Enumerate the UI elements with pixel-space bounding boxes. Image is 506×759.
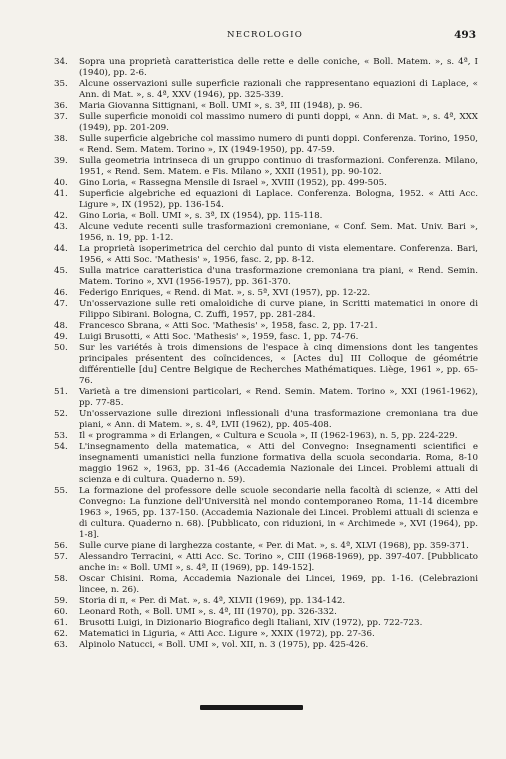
- page-number: 493: [454, 29, 476, 41]
- entry-number: 40.: [54, 178, 68, 188]
- bibliography-entry: [54, 244, 478, 266]
- bibliography-entry: [54, 552, 478, 574]
- entry-text: Alessandro Terracini, « Atti Acc. Sc. Torino », CIII (1968-1969), pp. 397-407. [Pubblicato anche in: « Boll. UMI », s. 4ª, II (1969), pp. 149-152].: [79, 552, 478, 573]
- entry-text: Storia di π, « Per. di Mat. », s. 4ª, XLVII (1969), pp. 134-142.: [79, 596, 346, 606]
- entry-number: 35.: [54, 79, 68, 89]
- entry-number: 41.: [54, 189, 68, 199]
- entry-number: 39.: [54, 156, 68, 166]
- page-header: [54, 30, 476, 44]
- entry-text: Matematici in Liguria, « Atti Acc. Ligure », XXIX (1972), pp. 27-36.: [79, 629, 375, 639]
- entry-number: 52.: [54, 409, 68, 419]
- entry-number: 58.: [54, 574, 68, 584]
- bibliography-entry: [54, 156, 478, 178]
- entry-number: 51.: [54, 387, 68, 397]
- bibliography-entry: [54, 288, 478, 299]
- entry-number: 42.: [54, 211, 68, 221]
- bibliography-entry: [54, 343, 478, 387]
- entry-text: Il « programma » di Erlangen, « Cultura e Scuola », II (1962-1963), n. 5, pp. 224-229.: [79, 431, 458, 441]
- entry-number: 57.: [54, 552, 68, 562]
- entry-number: 34.: [54, 57, 68, 67]
- entry-text: Oscar Chisini. Roma, Accademia Nazionale dei Lincei, 1969, pp. 1-16. (Celebrazioni lincee, n. 26).: [79, 574, 478, 595]
- entry-text: Luigi Brusotti, « Atti Soc. 'Mathesis' », 1959, fasc. 1, pp. 74-76.: [79, 332, 359, 342]
- bibliography-list: [54, 57, 478, 651]
- entry-number: 43.: [54, 222, 68, 232]
- entry-text: Un'osservazione sulle reti omaloidiche di curve piane, in Scritti matematici in onore di Filippo Sibirani. Bologna, C. Zuffi, 1957, pp. 281-284.: [79, 299, 478, 320]
- bibliography-entry: [54, 211, 478, 222]
- entry-number: 46.: [54, 288, 68, 298]
- entry-text: Sulle curve piane di larghezza costante, « Per. di Mat. », s. 4ª, XLVI (1968), pp. 359-371.: [79, 541, 469, 551]
- bibliography-entry: [54, 112, 478, 134]
- entry-number: 60.: [54, 607, 68, 617]
- entry-text: La formazione del professore delle scuole secondarie nella facoltà di scienze, « Atti del Convegno: La funzione dell'Università nel mondo contemporaneo Roma, 11-14 dicembre 1963 », 1965, pp. 137-150. (Accademia Nazionale dei Lincei. Problemi attuali di scienza e di cultura. Quaderno n. 68). [Pubblicato, con riduzioni, in « Archimede », XVI (1964), pp. 1-8].: [79, 486, 478, 540]
- bibliography-entry: [54, 486, 478, 541]
- entry-number: 55.: [54, 486, 68, 496]
- entry-text: Sopra una proprietà caratteristica delle rette e delle coniche, « Boll. Matem. », s. 4ª, I (1940), pp. 2-6.: [79, 57, 478, 78]
- entry-text: Alcune osservazioni sulle superficie razionali che rappresentano equazioni di Laplace, « Ann. di Mat. », s. 4ª, XXV (1946), pp. 325-339.: [79, 79, 478, 100]
- entry-number: 59.: [54, 596, 68, 606]
- entry-number: 61.: [54, 618, 68, 628]
- bibliography-entry: [54, 178, 478, 189]
- entry-text: Superficie algebriche ed equazioni di Laplace. Conferenza. Bologna, 1952. « Atti Acc. Ligure », IX (1952), pp. 136-154.: [79, 189, 478, 210]
- entry-text: Federigo Enriques, « Rend. di Mat. », s. 5ª, XVI (1957), pp. 12-22.: [79, 288, 371, 298]
- bibliography-entry: [54, 640, 478, 651]
- bibliography-entry: [54, 596, 478, 607]
- entry-text: Maria Giovanna Sittignani, « Boll. UMI », s. 3ª, III (1948), p. 96.: [79, 101, 363, 111]
- bibliography-entry: [54, 299, 478, 321]
- bibliography-entry: [54, 629, 478, 640]
- bibliography-entry: [54, 618, 478, 629]
- bibliography-entry: [54, 332, 478, 343]
- entry-number: 37.: [54, 112, 68, 122]
- entry-number: 45.: [54, 266, 68, 276]
- bibliography-entry: [54, 607, 478, 618]
- bibliography-entry: [54, 541, 478, 552]
- entry-number: 36.: [54, 101, 68, 111]
- entry-text: Sulla matrice caratteristica d'una trasformazione cremoniana tra piani, « Rend. Semin. Matem. Torino », XVI (1956-1957), pp. 361-370.: [79, 266, 478, 287]
- bibliography-entry: [54, 79, 478, 101]
- entry-text: Sur les variétés à trois dimensions de l'espace à cinq dimensions dont les tangentes principales présentent des coïncidences, « [Actes du] III Colloque de géométrie différentielle [du] Centre Belgique de Recherches Mathématiques. Liège, 1961 », pp. 65-76.: [79, 343, 478, 386]
- entry-text: Alcune vedute recenti sulle trasformazioni cremoniane, « Conf. Sem. Mat. Univ. Bari », 1956, n. 19, pp. 1-12.: [79, 222, 478, 243]
- entry-text: Brusotti Luigi, in Dizionario Biografico degli Italiani, XIV (1972), pp. 722-723.: [79, 618, 423, 628]
- entry-text: Sulla geometria intrinseca di un gruppo continuo di trasformazioni. Conferenza. Milano, 1951, « Rend. Sem. Matem. e Fis. Milano », XXII (1951), pp. 90-102.: [79, 156, 478, 177]
- entry-number: 44.: [54, 244, 68, 254]
- entry-number: 63.: [54, 640, 68, 650]
- entry-text: Gino Loria, « Rassegna Mensile di Israel », XVIII (1952), pp. 499-505.: [79, 178, 387, 188]
- entry-text: L'insegnamento della matematica, « Atti del Convegno: Insegnamenti scientifici e insegnamenti umanistici nella funzione formativa della scuola secondaria. Roma, 8-10 maggio 1962 », 1963, pp. 31-46 (Accademia Nazionale dei Lincei. Problemi attuali di scienza e di cultura. Quaderno n. 59).: [79, 442, 478, 485]
- entry-text: Un'osservazione sulle direzioni inflessionali d'una trasformazione cremoniana tra due piani, « Ann. di Matem. », s. 4ª, LVII (1962), pp. 405-408.: [79, 409, 478, 430]
- bibliography-entry: [54, 321, 478, 332]
- entry-text: Varietà a tre dimensioni particolari, « Rend. Semin. Matem. Torino », XXI (1961-1962), pp. 77-85.: [79, 387, 478, 408]
- entry-number: 38.: [54, 134, 68, 144]
- bibliography-entry: [54, 409, 478, 431]
- bibliography-entry: [54, 442, 478, 486]
- entry-number: 47.: [54, 299, 68, 309]
- entry-number: 62.: [54, 629, 68, 639]
- entry-text: La proprietà isoperimetrica del cerchio dal punto di vista elementare. Conferenza. Bari, 1956, « Atti Soc. 'Mathesis' », 1956, fasc. 2, pp. 8-12.: [79, 244, 478, 265]
- entry-number: 48.: [54, 321, 68, 331]
- bibliography-entry: [54, 189, 478, 211]
- bibliography-entry: [54, 57, 478, 79]
- entry-text: Francesco Sbrana, « Atti Soc. 'Mathesis' », 1958, fasc. 2, pp. 17-21.: [79, 321, 378, 331]
- bibliography-entry: [54, 431, 478, 442]
- entry-text: Gino Loria, « Boll. UMI », s. 3ª, IX (1954), pp. 115-118.: [79, 211, 323, 221]
- bibliography-entry: [54, 266, 478, 288]
- entry-text: Alpinolo Natucci, « Boll. UMI », vol. XII, n. 3 (1975), pp. 425-426.: [79, 640, 369, 650]
- bibliography-entry: [54, 101, 478, 112]
- entry-number: 56.: [54, 541, 68, 551]
- bibliography-entry: [54, 134, 478, 156]
- entry-number: 49.: [54, 332, 68, 342]
- entry-number: 53.: [54, 431, 68, 441]
- entry-number: 54.: [54, 442, 68, 452]
- footer-ornament-rule: [200, 705, 303, 710]
- entry-text: Sulle superficie monoidi col massimo numero di punti doppi, « Ann. di Mat. », s. 4ª, XXX (1949), pp. 201-209.: [79, 112, 478, 133]
- bibliography-entry: [54, 222, 478, 244]
- entry-text: Sulle superficie algebriche col massimo numero di punti doppi. Conferenza. Torino, 1950, « Rend. Sem. Matem. Torino », IX (1949-1950), pp. 47-59.: [79, 134, 478, 155]
- entry-number: 50.: [54, 343, 68, 353]
- running-head: NECROLOGIO: [227, 30, 303, 40]
- bibliography-entry: [54, 387, 478, 409]
- entry-text: Leonard Roth, « Boll. UMI », s. 4ª, III (1970), pp. 326-332.: [79, 607, 337, 617]
- bibliography-entry: [54, 574, 478, 596]
